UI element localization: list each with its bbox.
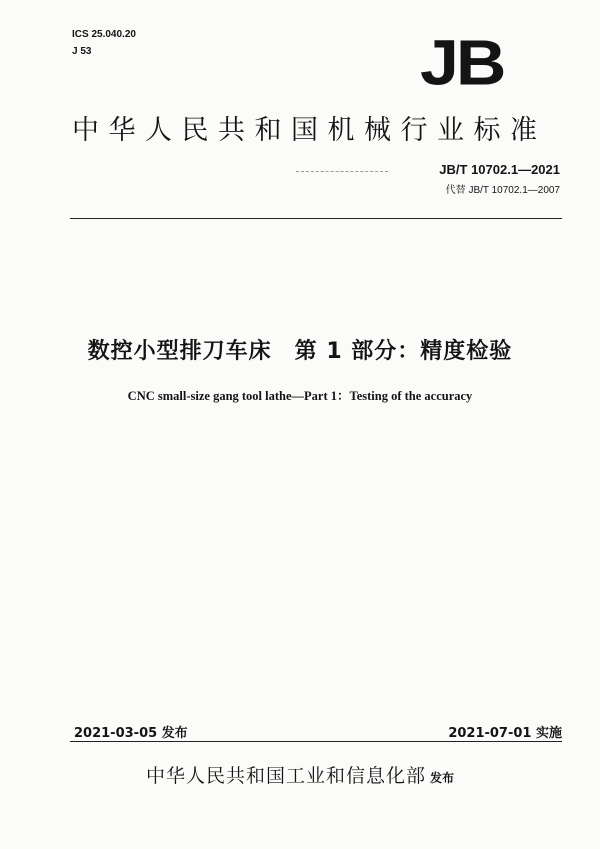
implementation-date: 2021-07-01 实施: [448, 726, 562, 741]
bottom-rule: [70, 741, 562, 742]
standard-type-heading: 中华人民共和国机械行业标准: [72, 115, 547, 146]
issuer-line: [0, 761, 600, 788]
document-title-english: CNC small-size gang tool lathe—Part 1：Testing of the accuracy: [127, 389, 473, 403]
ccs-code: J 53: [72, 46, 92, 57]
jb-logo: JB: [420, 26, 504, 99]
top-rule: [70, 218, 562, 219]
document-title-chinese: 数控小型排刀车床 第 1 部分：精度检验: [87, 339, 513, 364]
issue-date: 2021-03-05 发布: [74, 726, 188, 741]
replaces-standard: 代替 JB/T 10702.1—2007: [445, 185, 560, 196]
issuer-action: 发布: [430, 771, 455, 785]
dashed-separator: [296, 171, 388, 172]
ics-code: ICS 25.040.20: [72, 29, 136, 40]
standard-number: JB/T 10702.1—2021: [439, 162, 560, 177]
issuer-name: 中华人民共和国工业和信息化部: [145, 765, 426, 787]
